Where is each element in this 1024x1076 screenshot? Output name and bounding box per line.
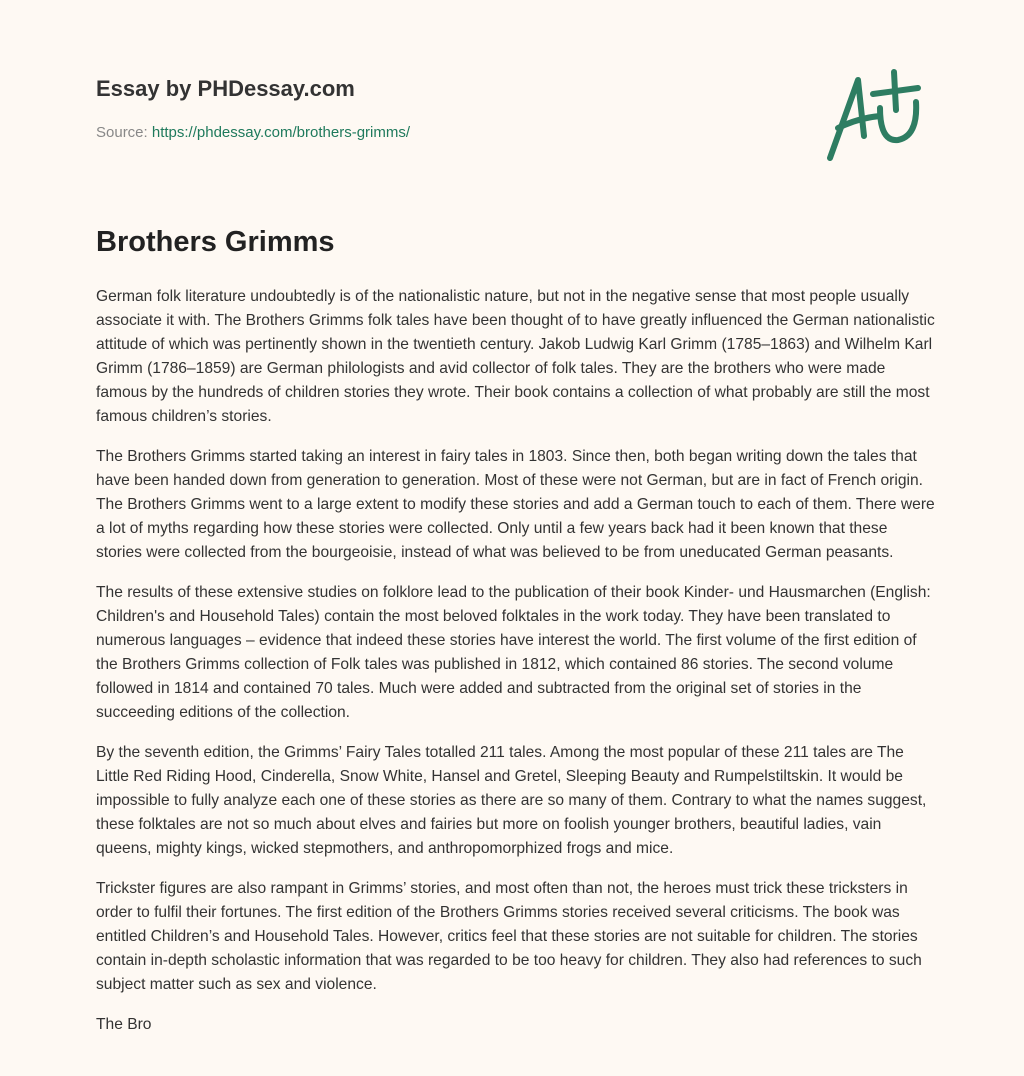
- essay-title: Brothers Grimms: [96, 226, 335, 258]
- page-header: [0, 0, 1024, 190]
- paragraph: The results of these extensive studies on folklore lead to the publication of their book Kinder- und Hausmarchen (English: Children's and Household Tales) contain the most beloved folktales in the work today. They have been translated to numerous languages – evidence that indeed these stories have interest the world. The first volume of the first edition of the Brothers Grimms collection of Folk tales was published in 1812, which contained 86 stories. The second volume followed in 1814 and contained 70 tales. Much were added and subtracted from the original set of stories in the succeeding editions of the collection.: [96, 584, 931, 721]
- source-label: Source:: [96, 124, 148, 141]
- brand-title: Essay by PHDessay.com: [96, 76, 355, 101]
- paragraph: Trickster figures are also rampant in Grimms’ stories, and most often than not, the heroes must trick these tricksters in order to fulfil their fortunes. The first edition of the Brothers Grimms stories received several criticisms. The book was entitled Children’s and Household Tales. However, critics feel that these stories are not suitable for children. The stories contain in-depth scholastic information that was regarded to be too heavy for children. They also had references to such subject matter such as sex and violence.: [96, 880, 922, 993]
- a-plus-logo-icon: [818, 66, 928, 166]
- essay-body: [96, 285, 936, 1053]
- paragraph: The Brothers Grimms started taking an interest in fairy tales in 1803. Since then, both began writing down the tales that have been handed down from generation to generation. Most of these were not German, but are in fact of French origin. The Brothers Grimms went to a large extent to modify these stories and add a German touch to each of them. There were a lot of myths regarding how these stories were collected. Only until a few years back had it been known that these stories were collected from the bourgeoisie, instead of what was believed to be from uneducated German peasants.: [96, 448, 935, 561]
- paragraph-truncated: The Bro: [96, 1016, 152, 1033]
- paragraph: By the seventh edition, the Grimms’ Fairy Tales totalled 211 tales. Among the most popular of these 211 tales are The Little Red Riding Hood, Cinderella, Snow White, Hansel and Gretel, Sleeping Beauty and Rumpelstiltskin. It would be impossible to fully analyze each one of these stories as there are so many of them. Contrary to what the names suggest, these folktales are not so much about elves and fairies but more on foolish younger brothers, beautiful ladies, vain queens, mighty kings, wicked stepmothers, and anthropomorphized frogs and mice.: [96, 744, 927, 857]
- source-line: [96, 124, 410, 141]
- paragraph: German folk literature undoubtedly is of the nationalistic nature, but not in the negative sense that most people usually associate it with. The Brothers Grimms folk tales have been thought of to have greatly influenced the German nationalistic attitude of which was pertinently shown in the twentieth century. Jakob Ludwig Karl Grimm (1785–1863) and Wilhelm Karl Grimm (1786–1859) are German philologists and avid collector of folk tales. They are the brothers who were made famous by the hundreds of children stories they wrote. Their book contains a collection of what probably are still the most famous children’s stories.: [96, 288, 935, 425]
- source-link[interactable]: https://phdessay.com/brothers-grimms/: [151, 124, 411, 141]
